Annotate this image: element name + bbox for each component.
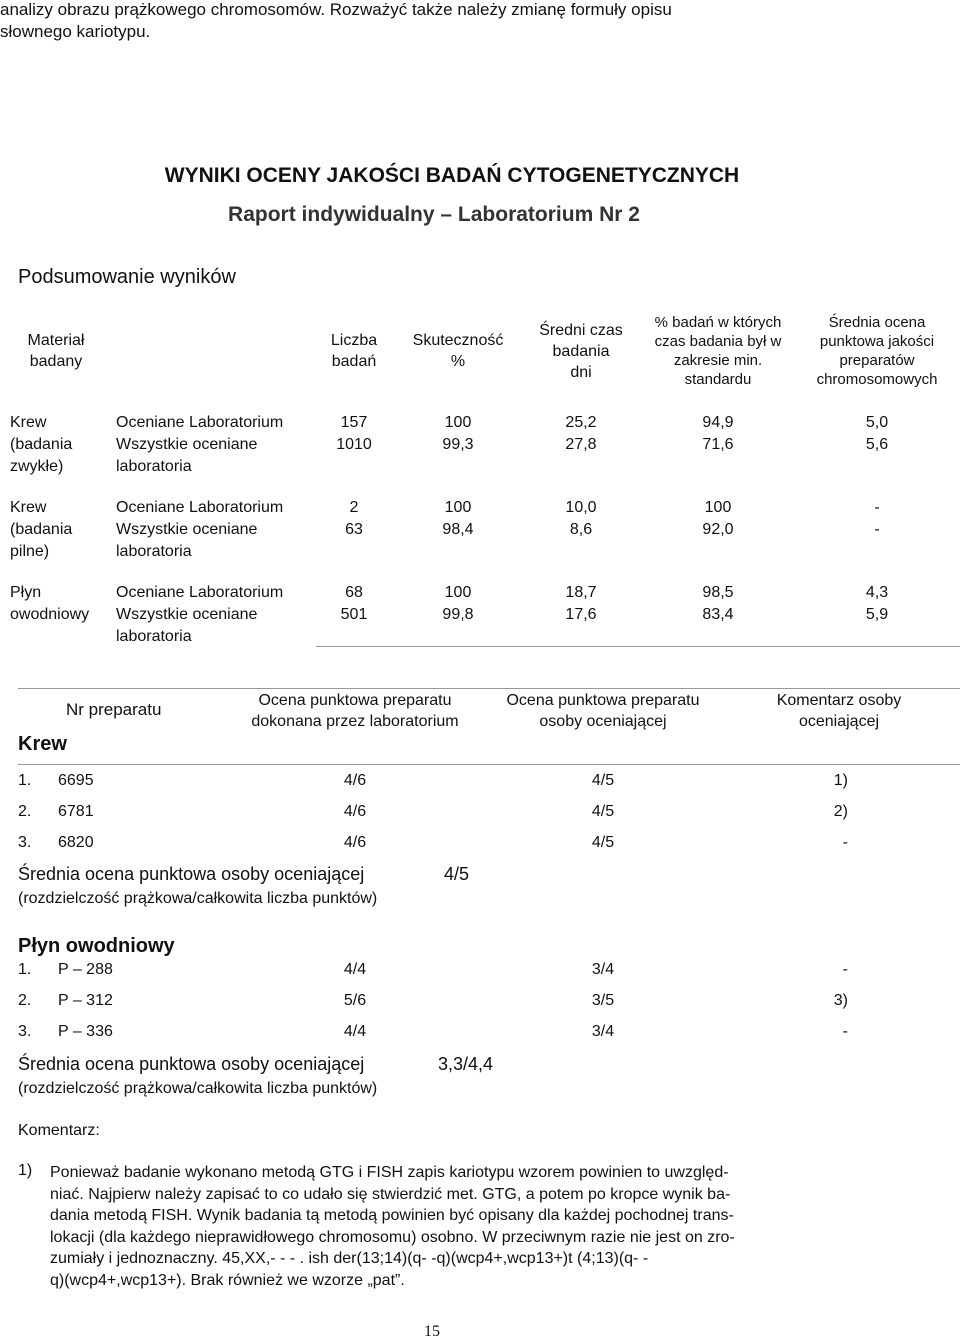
- row1-quality: 5,0 5,6: [865, 414, 889, 453]
- prep-row-number: P – 312: [58, 992, 113, 1009]
- prep-row-number: 6781: [58, 803, 94, 820]
- prep-row-comment: 2): [833, 803, 848, 820]
- row3-count: 68 501: [340, 584, 368, 623]
- row1-count: 157 1010: [336, 414, 372, 453]
- prep-row-lab-score: 5/6: [343, 992, 367, 1009]
- prep-row-comment: -: [842, 1023, 848, 1040]
- prep-row-index: 2.: [18, 803, 32, 820]
- row2-pct-standard: 100 92,0: [702, 499, 734, 538]
- prep-row-evaluator-score: 4/5: [591, 803, 615, 820]
- comment-text: Ponieważ badanie wykonano metodą GTG i FISH zapis kariotypu wzorem powinien to uwzględ- niać. Najpierw należy zapisać to co udało się stwierdzić met. GTG, a potem po kropce wynik ba- dania metodą FISH. Wynik badania tą metodą powinien być opisany dla każdej pochodnej trans- lokacji (dla każdego nieprawidłowego chromosomu) osobno. W przeciwnym razie nie jest on zro- zumiały i jednoznaczny. 45,XX,- - - . ish der(13;14)(q- -q)(wcp4+,wcp13+)t (4;13)(q- - q)(wcp4+,wcp13+). Brak również we wzorze „pat”.: [50, 1164, 735, 1289]
- row1-labels: Oceniane Laboratorium Wszystkie oceniane laboratoria: [116, 414, 284, 475]
- prep-row-comment: 1): [833, 772, 848, 789]
- amniotic-avg-note: (rozdzielczość prążkowa/całkowita liczba punktów): [18, 1080, 378, 1097]
- prep-row-comment: -: [842, 834, 848, 851]
- row1-efficiency: 100 99,3: [442, 414, 474, 453]
- prep-row-index: 2.: [18, 992, 32, 1009]
- comment-marker: 1): [18, 1162, 33, 1179]
- prep-header-lab-score: Ocena punktowa preparatu dokonana przez laboratorium: [251, 692, 459, 730]
- header-avg-time: Średni czas badania dni: [539, 322, 623, 381]
- prep-header-evaluator-score: Ocena punktowa preparatu osoby oceniającej: [506, 692, 700, 730]
- prep-row-evaluator-score: 3/5: [591, 992, 615, 1009]
- comments-heading: Komentarz:: [18, 1122, 100, 1139]
- summary-table-bottom-rule: [316, 646, 960, 647]
- header-efficiency: Skuteczność %: [412, 332, 504, 370]
- prep-table-top-rule: [18, 688, 960, 689]
- report-subtitle: Raport indywidualny – Laboratorium Nr 2: [228, 203, 640, 226]
- row2-labels: Oceniane Laboratorium Wszystkie oceniane laboratoria: [116, 499, 284, 560]
- prep-row-evaluator-score: 4/5: [591, 834, 615, 851]
- row3-material: Płyn owodniowy: [10, 584, 90, 623]
- prep-row-lab-score: 4/4: [343, 1023, 367, 1040]
- prep-row-lab-score: 4/6: [343, 803, 367, 820]
- prep-row-lab-score: 4/4: [343, 961, 367, 978]
- prep-row-number: 6820: [58, 834, 94, 851]
- prep-row-index: 1.: [18, 772, 32, 789]
- prep-row-lab-score: 4/6: [343, 772, 367, 789]
- prep-row-comment: -: [842, 961, 848, 978]
- blood-avg-value: 4/5: [444, 864, 470, 884]
- prep-row-evaluator-score: 3/4: [591, 961, 615, 978]
- intro-line-1: analizy obrazu prążkowego chromosomów. Rozważyć także należy zmianę formuły opisu: [0, 0, 672, 19]
- report-title: WYNIKI OCENY JAKOŚCI BADAŃ CYTOGENETYCZNYCH: [164, 164, 740, 187]
- row3-avg-time: 18,7 17,6: [565, 584, 597, 623]
- prep-row-number: 6695: [58, 772, 94, 789]
- prep-row-evaluator-score: 3/4: [591, 1023, 615, 1040]
- row2-count: 2 63: [345, 499, 363, 538]
- prep-header-bottom-rule: [18, 764, 960, 765]
- row1-avg-time: 25,2 27,8: [565, 414, 597, 453]
- row3-pct-standard: 98,5 83,4: [702, 584, 734, 623]
- page-number: 15: [424, 1323, 440, 1340]
- blood-avg-note: (rozdzielczość prążkowa/całkowita liczba punktów): [18, 890, 378, 907]
- row3-quality: 4,3 5,9: [865, 584, 889, 623]
- prep-row-evaluator-score: 4/5: [591, 772, 615, 789]
- header-pct-standard: % badań w których czas badania był w zakresie min. standardu: [654, 314, 782, 388]
- row1-material: Krew (badania zwykłe): [10, 414, 73, 475]
- row2-avg-time: 10,0 8,6: [565, 499, 597, 538]
- amniotic-avg-label: Średnia ocena punktowa osoby oceniającej: [18, 1054, 365, 1074]
- prep-row-index: 1.: [18, 961, 32, 978]
- amniotic-section-title: Płyn owodniowy: [18, 935, 175, 957]
- row3-efficiency: 100 99,8: [442, 584, 474, 623]
- intro-line-2: słownego kariotypu.: [0, 22, 151, 41]
- blood-section-title: Krew: [18, 733, 67, 755]
- header-count: Liczba badań: [330, 332, 378, 370]
- summary-heading: Podsumowanie wyników: [18, 266, 236, 288]
- header-quality: Średnia ocena punktowa jakości preparatów chromosomowych: [816, 314, 938, 388]
- prep-row-number: P – 336: [58, 1023, 113, 1040]
- row3-labels: Oceniane Laboratorium Wszystkie oceniane laboratoria: [116, 584, 284, 645]
- prep-row-comment: 3): [833, 992, 848, 1009]
- row2-efficiency: 100 98,4: [442, 499, 474, 538]
- prep-row-number: P – 288: [58, 961, 113, 978]
- amniotic-avg-value: 3,3/4,4: [438, 1054, 494, 1074]
- prep-row-index: 3.: [18, 834, 32, 851]
- row2-quality: - -: [874, 499, 880, 538]
- header-material: Materiał badany: [27, 332, 85, 370]
- row1-pct-standard: 94,9 71,6: [702, 414, 734, 453]
- prep-header-comment: Komentarz osoby oceniającej: [776, 692, 902, 730]
- prep-row-index: 3.: [18, 1023, 32, 1040]
- prep-row-lab-score: 4/6: [343, 834, 367, 851]
- prep-header-nr: Nr preparatu: [66, 700, 162, 719]
- blood-avg-label: Średnia ocena punktowa osoby oceniającej: [18, 864, 365, 884]
- row2-material: Krew (badania pilne): [10, 499, 73, 560]
